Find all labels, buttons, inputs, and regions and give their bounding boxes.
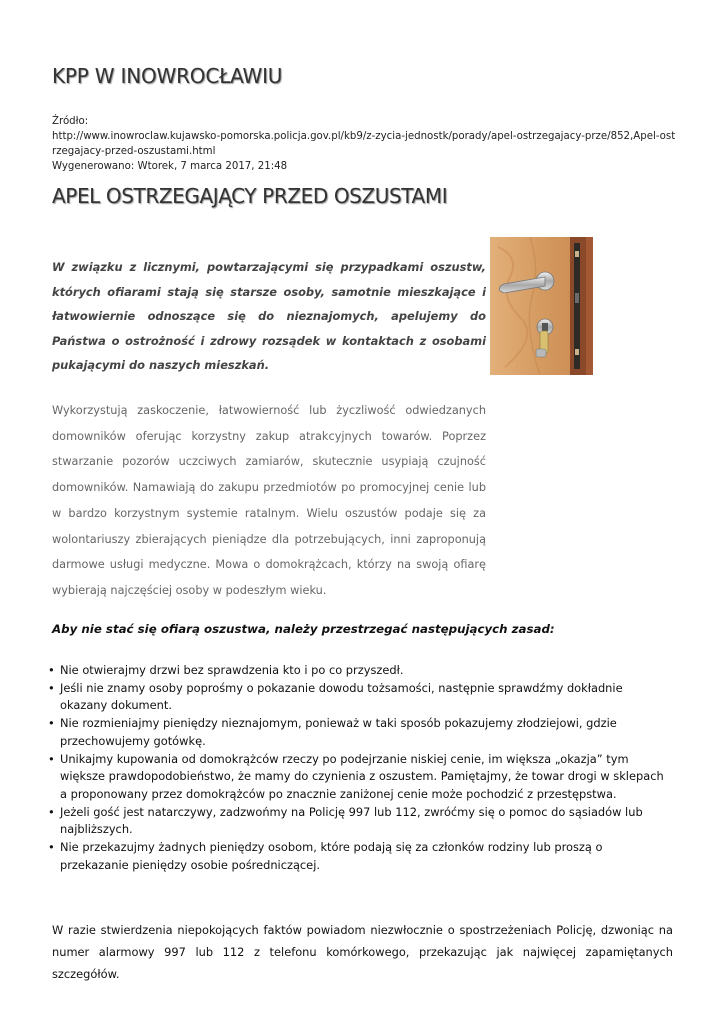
site-title: KPP W INOWROCŁAWIU	[52, 64, 283, 88]
generated-date: Wygenerowano: Wtorek, 7 marca 2017, 21:48	[52, 161, 288, 172]
source-label: Źródło:	[52, 116, 89, 127]
list-item: • Jeżeli gość jest natarczywy, zadzwońmy na Policję 997 lub 112, zwróćmy się o pomoc do sąsiadów lub najbliższych.	[48, 804, 668, 839]
source-url[interactable]: http://www.inowroclaw.kujawsko-pomorska.policja.gov.pl/kb9/z-zycia-jednostk/porady/apel-ostrzegajacy-prze/852,Apel-ostrzegajacy-przed-oszustami.html	[52, 131, 676, 157]
list-item: • Unikajmy kupowania od domokrążców rzeczy po podejrzanie niskiej cenie, im większa „okazja” tym większe prawdopodobieństwo, że mamy do czynienia z oszustem. Pamiętajmy, że towar drogi w sklepach a proponowany przez domokrążców po znacznie zaniżonej cenie może pochodzić z przestępstwa.	[48, 751, 668, 804]
door-handle-photo	[490, 237, 593, 375]
list-item: • Nie otwierajmy drzwi bez sprawdzenia kto i po co przyszedł.	[48, 662, 668, 680]
article-body: Wykorzystują zaskoczenie, łatwowierność lub życzliwość odwiedzanych domowników oferując korzystny zakup atrakcyjnych towarów. Poprzez stwarzanie pozorów uczciwych zamiarów, skutecznie usypiają czujność domowników. Namawiają do zakupu przedmiotów po promocyjnej cenie lub w bardzo korzystnym systemie ratalnym. Wielu oszustów podaje się za wolontariuszy zbierających pieniądze dla potrzebujących, inni zaproponują darmowe usługi medyczne. Mowa o domokrążcach, którzy na swoją ofiarę wybierają najczęściej osoby w podeszłym wieku.	[52, 404, 486, 597]
rules-list	[48, 662, 668, 874]
list-item: • Nie rozmieniajmy pieniędzy nieznajomym, ponieważ w taki sposób pokazujemy złodziejowi, gdzie przechowujemy gotówkę.	[48, 715, 668, 750]
list-item: • Jeśli nie znamy osoby poprośmy o pokazanie dowodu tożsamości, następnie sprawdźmy dokładnie okazany dokument.	[48, 680, 668, 715]
source-info	[52, 114, 677, 174]
closing-paragraph: W razie stwierdzenia niepokojących faktów powiadom niezwłocznie o spostrzeżeniach Policję, dzwoniąc na numer alarmowy 997 lub 112 z telefonu komórkowego, przekazując jak najwięcej zapamiętanych szczegółów.	[52, 923, 673, 981]
article-title: APEL OSTRZEGAJĄCY PRZED OSZUSTAMI	[52, 184, 448, 208]
article-lead: W związku z licznymi, powtarzającymi się przypadkami oszustw, których ofiarami stają się starsze osoby, samotnie mieszkające i łatwowiernie odnoszące się do nieznajomych, apelujemy do Państwa o ostrożność i zdrowy rozsądek w kontaktach z osobami pukającymi do naszych mieszkań.	[52, 260, 486, 373]
list-item: • Nie przekazujmy żadnych pieniędzy osobom, które podają się za członków rodziny lub proszą o przekazanie pieniędzy osobie pośredniczącej.	[48, 839, 668, 874]
rules-heading: Aby nie stać się ofiarą oszustwa, należy przestrzegać następujących zasad:	[52, 622, 555, 636]
